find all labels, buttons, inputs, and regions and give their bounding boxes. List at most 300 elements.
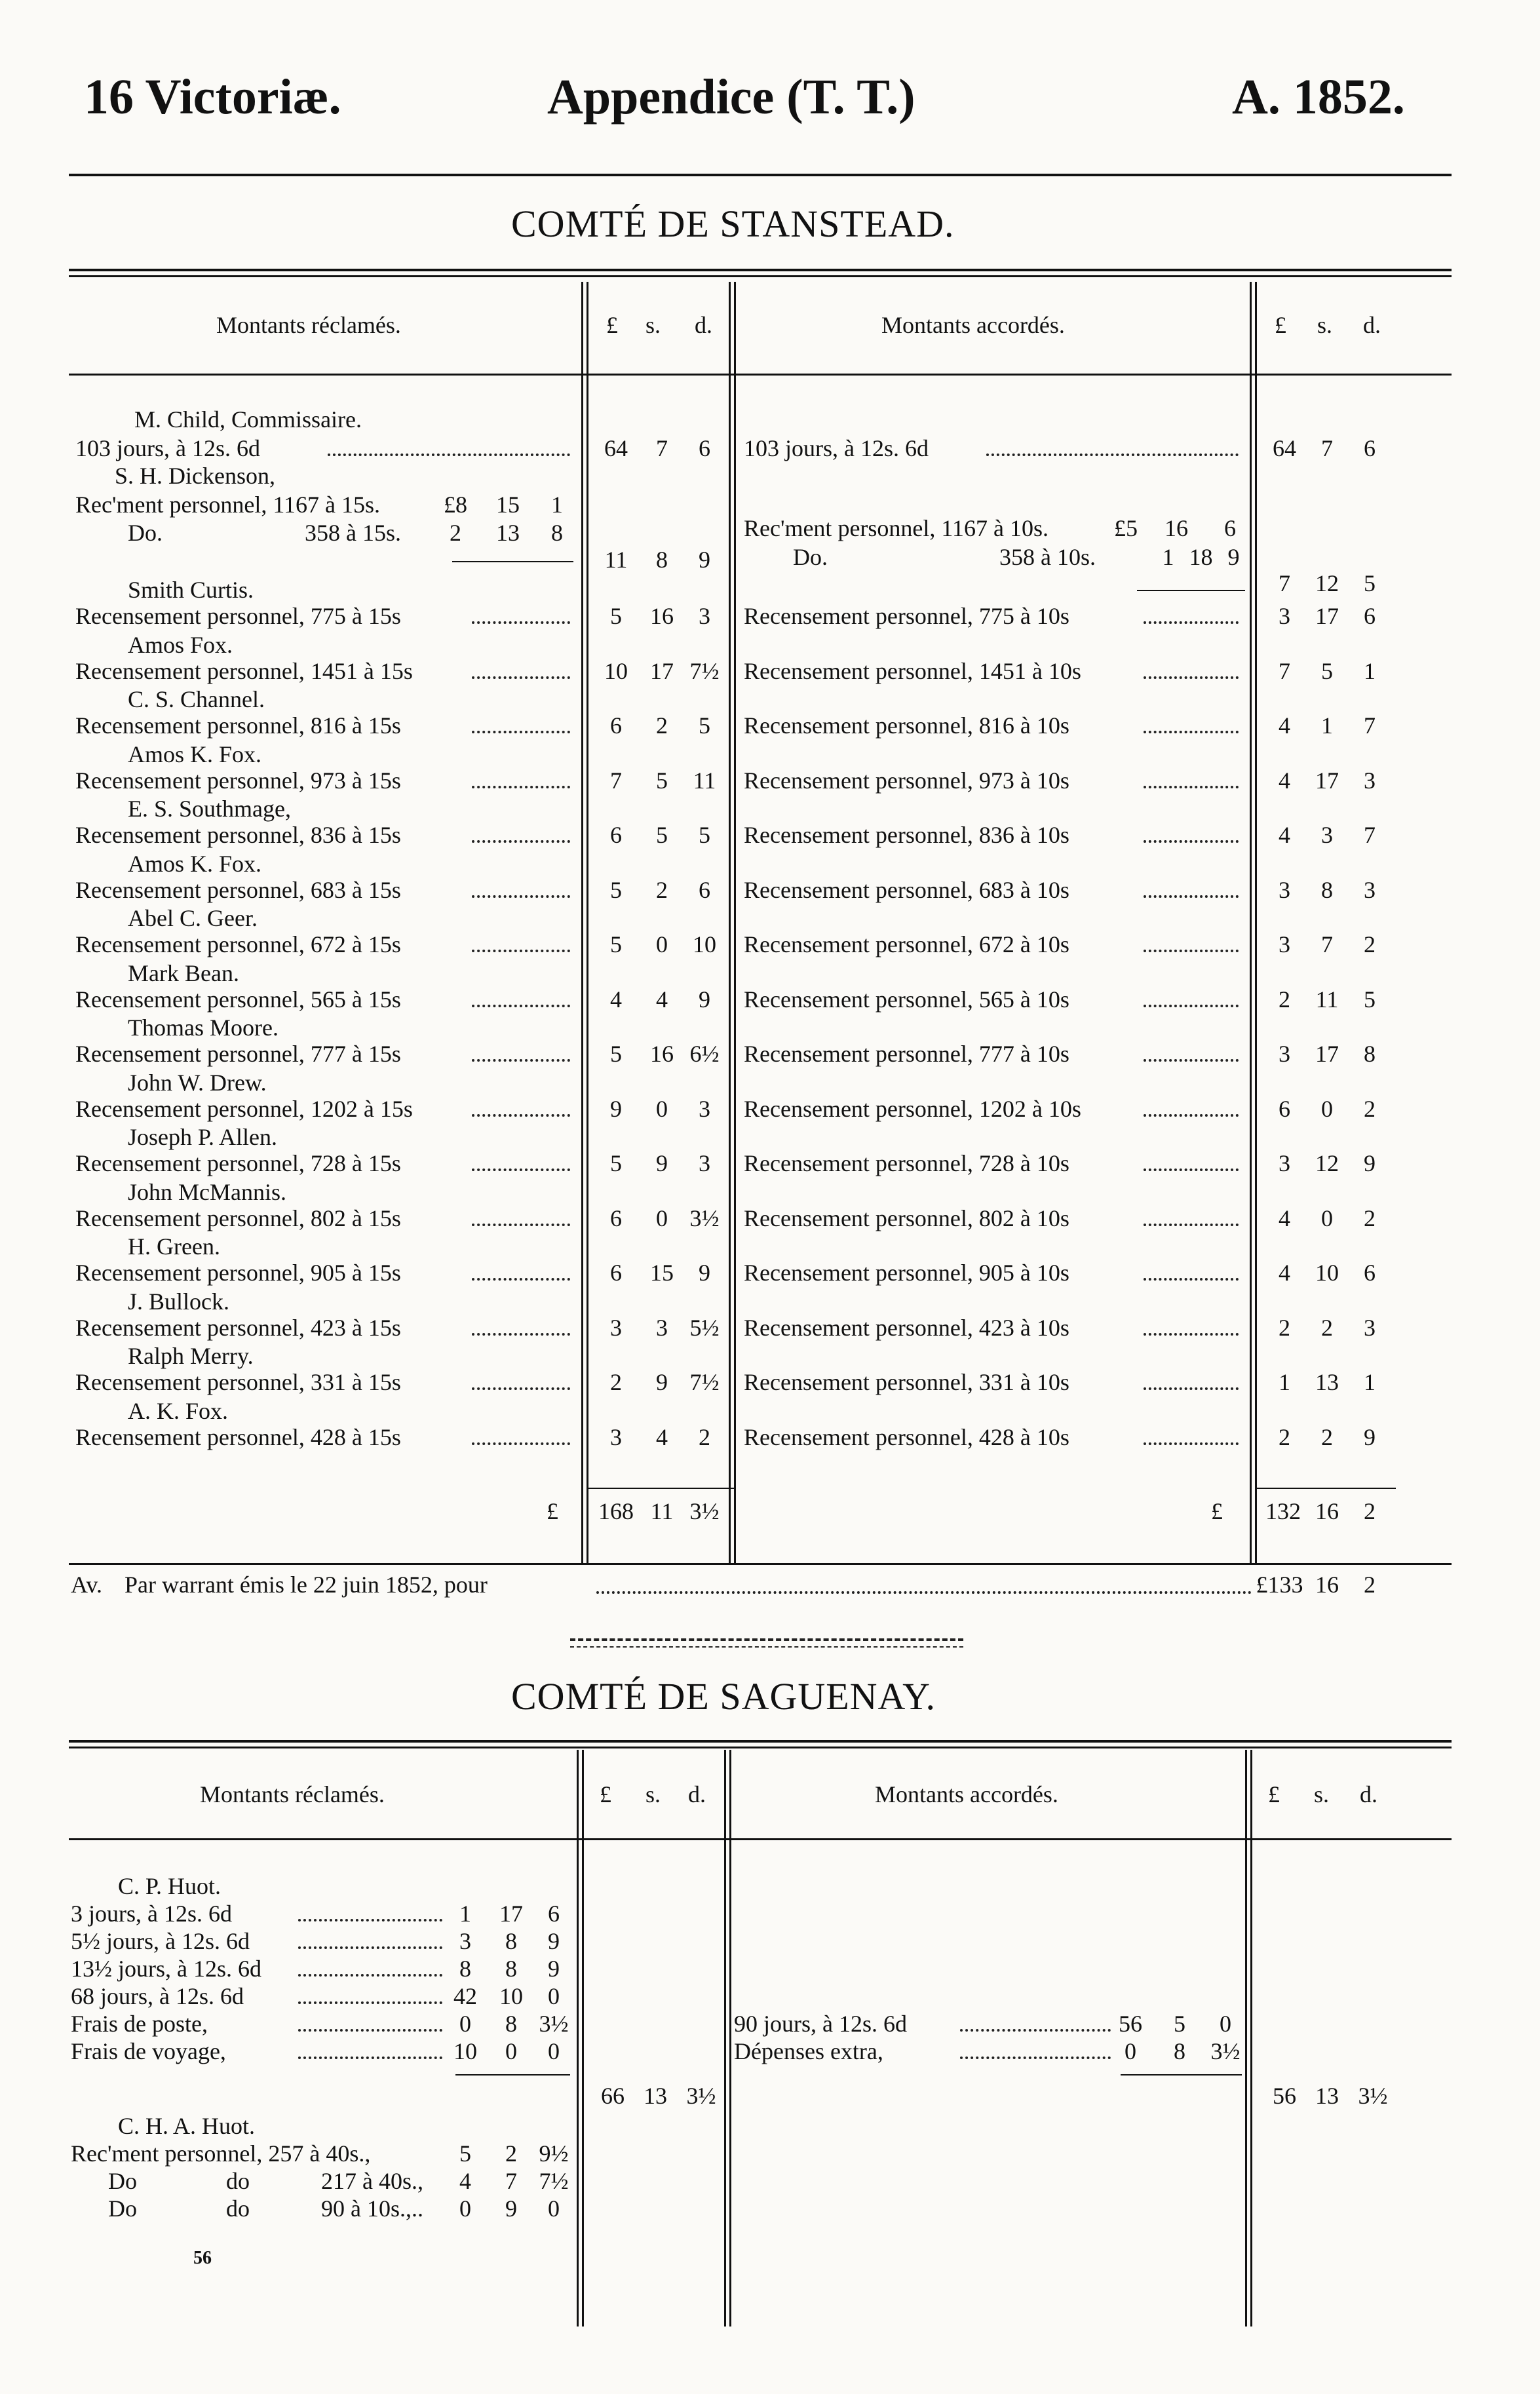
stanstead-row-claimed-d: 5 <box>699 822 710 848</box>
stanstead-row-claimed-label: Recensement personnel, 683 à 15s <box>75 877 401 903</box>
stanstead-row-granted-d: 7 <box>1364 822 1376 848</box>
stanstead-row-claimed-s: 2 <box>656 877 668 903</box>
stanstead-row-claimed-s: 15 <box>650 1260 674 1286</box>
stanstead-row-claimed-d: 3 <box>699 1150 710 1176</box>
saguenay-cha-line-d: 9½ <box>539 2140 569 2167</box>
stanstead-row-granted-s: 17 <box>1315 1041 1339 1067</box>
stanstead-dickenson-g2-s: 18 <box>1189 544 1213 570</box>
stanstead-warrant-prefix: Av. <box>71 1572 102 1598</box>
saguenay-cha-line-s: 9 <box>505 2195 517 2222</box>
stanstead-row-claimed-s: 4 <box>656 1424 668 1450</box>
stanstead-row-claimed-l: 4 <box>610 986 622 1013</box>
stanstead-total-rule <box>587 1488 734 1489</box>
stanstead-currency-pound: £ <box>606 312 618 338</box>
saguenay-cp-line-s: 8 <box>505 1956 517 1982</box>
stanstead-row-claimed-label: Recensement personnel, 836 à 15s <box>75 822 401 848</box>
saguenay-top-rule <box>69 1740 1452 1743</box>
saguenay-vline <box>724 1750 726 2326</box>
dot-leader <box>472 786 570 788</box>
stanstead-row-granted-s: 13 <box>1315 1369 1339 1395</box>
stanstead-child-granted-d: 6 <box>1364 435 1376 461</box>
dot-leader <box>472 1114 570 1117</box>
saguenay-cp-granted-d: 3½ <box>1210 2038 1241 2064</box>
stanstead-row-granted-label: Recensement personnel, 683 à 10s <box>744 877 1069 903</box>
dot-leader <box>298 1974 442 1977</box>
stanstead-row-claimed-l: 6 <box>610 1260 622 1286</box>
saguenay-currency-pound-2: £ <box>1268 1781 1280 1807</box>
stanstead-currency-d-2: d. <box>1363 312 1381 338</box>
dot-leader <box>1144 1059 1239 1062</box>
stanstead-vline <box>581 282 583 1563</box>
saguenay-vline <box>1250 1750 1252 2326</box>
stanstead-row-claimed-d: 3½ <box>689 1205 720 1231</box>
stanstead-row-name: C. S. Channel. <box>128 686 265 712</box>
saguenay-cp-line-s: 8 <box>505 2011 517 2037</box>
saguenay-cp-line-d: 9 <box>548 1956 560 1982</box>
saguenay-cp-line-label: 68 jours, à 12s. 6d <box>71 1983 244 2009</box>
stanstead-granted-total-s: 16 <box>1315 1498 1339 1524</box>
saguenay-cp-line-l: 1 <box>459 1901 471 1927</box>
saguenay-cp-granted-s: 5 <box>1174 2011 1185 2037</box>
saguenay-currency-s: s. <box>645 1781 661 1807</box>
dot-leader <box>472 1278 570 1281</box>
dot-leader <box>1144 1442 1239 1445</box>
saguenay-cp-granted-label: 90 jours, à 12s. 6d <box>734 2011 907 2037</box>
stanstead-row-claimed-l: 6 <box>610 712 622 739</box>
dot-leader <box>1144 731 1239 733</box>
stanstead-dickenson-l2-d: 8 <box>551 520 563 546</box>
dot-leader <box>1144 950 1239 952</box>
dot-leader <box>472 1005 570 1007</box>
stanstead-dickenson-claimed-total-s: 8 <box>656 547 668 573</box>
stanstead-row-claimed-l: 5 <box>610 931 622 957</box>
stanstead-dickenson-l1-l: £8 <box>444 492 467 518</box>
dot-leader <box>1144 786 1239 788</box>
page-number: 56 <box>193 2248 212 2268</box>
stanstead-dickenson-l2-rate: 358 à 15s. <box>305 520 401 546</box>
stanstead-dickenson-l1-s: 15 <box>496 492 520 518</box>
stanstead-row-claimed-label: Recensement personnel, 775 à 15s <box>75 603 401 629</box>
saguenay-cp-subtotal-rule <box>455 2074 570 2075</box>
stanstead-row-name: Amos Fox. <box>128 632 233 658</box>
stanstead-currency-s: s. <box>645 312 661 338</box>
stanstead-row-name: Mark Bean. <box>128 960 239 986</box>
stanstead-total-rule-2 <box>1255 1488 1396 1489</box>
saguenay-cp-line-label: 13½ jours, à 12s. 6d <box>71 1956 261 1982</box>
section-divider <box>570 1638 963 1641</box>
stanstead-row-claimed-l: 3 <box>610 1424 622 1450</box>
stanstead-row-name: Joseph P. Allen. <box>128 1124 278 1150</box>
stanstead-row-claimed-l: 3 <box>610 1315 622 1341</box>
saguenay-cha-line-rate: 217 à 40s., <box>321 2168 423 2194</box>
stanstead-dickenson-l2-l: 2 <box>450 520 461 546</box>
stanstead-row-claimed-label: Recensement personnel, 1451 à 15s <box>75 658 413 684</box>
dot-leader <box>472 950 570 952</box>
stanstead-claimed-total-l: 168 <box>598 1498 634 1524</box>
saguenay-cha-line-s: 2 <box>505 2140 517 2167</box>
stanstead-dickenson-g2-rate: 358 à 10s. <box>999 544 1096 570</box>
stanstead-row-granted-l: 3 <box>1279 877 1290 903</box>
stanstead-row-claimed-label: Recensement personnel, 905 à 15s <box>75 1260 401 1286</box>
dot-leader <box>1144 895 1239 898</box>
stanstead-row-granted-label: Recensement personnel, 428 à 10s <box>744 1424 1069 1450</box>
dot-leader <box>472 1059 570 1062</box>
stanstead-granted-total-l: 132 <box>1265 1498 1301 1524</box>
dot-leader <box>1144 1333 1239 1336</box>
saguenay-cp-granted-l: 56 <box>1119 2011 1142 2037</box>
stanstead-warrant-l: £133 <box>1256 1572 1303 1598</box>
stanstead-row-claimed-d: 5 <box>699 712 710 739</box>
saguenay-vline <box>577 1750 579 2326</box>
stanstead-row-name: Ralph Merry. <box>128 1343 254 1369</box>
stanstead-row-claimed-label: Recensement personnel, 672 à 15s <box>75 931 401 957</box>
stanstead-dickenson-subtotal-rule <box>452 561 573 562</box>
saguenay-cha-line-s: 7 <box>505 2168 517 2194</box>
stanstead-row-claimed-d: 2 <box>699 1424 710 1450</box>
saguenay-cha-line-mid: do <box>226 2195 250 2222</box>
stanstead-row-granted-d: 3 <box>1364 877 1376 903</box>
stanstead-row-granted-label: Recensement personnel, 777 à 10s <box>744 1041 1069 1067</box>
stanstead-row-granted-l: 2 <box>1279 1315 1290 1341</box>
stanstead-child-granted-s: 7 <box>1321 435 1333 461</box>
dot-leader <box>472 676 570 679</box>
stanstead-total-symbol-2: £ <box>1211 1498 1223 1524</box>
saguenay-cha-line-d: 7½ <box>539 2168 569 2194</box>
stanstead-dickenson-l1-d: 1 <box>551 492 563 518</box>
stanstead-claimed-total-s: 11 <box>650 1498 674 1524</box>
stanstead-row-claimed-d: 10 <box>693 931 716 957</box>
saguenay-vline <box>582 1750 584 2326</box>
saguenay-huot-cp-name: C. P. Huot. <box>118 1873 221 1899</box>
saguenay-cp-line-s: 10 <box>499 1983 523 2009</box>
dot-leader <box>960 2056 1111 2059</box>
saguenay-cp-line-l: 10 <box>453 2038 477 2064</box>
stanstead-dickenson-l2-s: 13 <box>496 520 520 546</box>
dot-leader <box>472 1168 570 1171</box>
stanstead-row-granted-s: 12 <box>1315 1150 1339 1176</box>
dot-leader <box>472 1224 570 1226</box>
dot-leader <box>298 1919 442 1921</box>
section-divider-2 <box>570 1646 963 1648</box>
stanstead-row-granted-d: 6 <box>1364 1260 1376 1286</box>
stanstead-row-granted-l: 3 <box>1279 1150 1290 1176</box>
saguenay-vline <box>1245 1750 1247 2326</box>
saguenay-cp-line-l: 3 <box>459 1928 471 1954</box>
stanstead-row-granted-l: 2 <box>1279 1424 1290 1450</box>
saguenay-cha-line-l: 5 <box>459 2140 471 2167</box>
stanstead-row-granted-l: 4 <box>1279 1205 1290 1231</box>
stanstead-row-name: Abel C. Geer. <box>128 905 258 931</box>
stanstead-row-granted-label: Recensement personnel, 565 à 10s <box>744 986 1069 1013</box>
stanstead-row-granted-label: Recensement personnel, 728 à 10s <box>744 1150 1069 1176</box>
stanstead-row-claimed-l: 5 <box>610 1150 622 1176</box>
stanstead-row-claimed-label: Recensement personnel, 816 à 15s <box>75 712 401 739</box>
saguenay-top-rule-2 <box>69 1747 1452 1748</box>
stanstead-row-name: E. S. Southmage, <box>128 796 291 822</box>
stanstead-row-granted-d: 3 <box>1364 767 1376 794</box>
stanstead-row-claimed-l: 5 <box>610 603 622 629</box>
saguenay-cp-line-s: 8 <box>505 1928 517 1954</box>
stanstead-row-granted-label: Recensement personnel, 816 à 10s <box>744 712 1069 739</box>
stanstead-top-rule <box>69 269 1452 271</box>
stanstead-row-name: John W. Drew. <box>128 1070 267 1096</box>
stanstead-row-granted-s: 0 <box>1321 1096 1333 1122</box>
header-rule <box>69 174 1452 176</box>
saguenay-cp-line-label: Frais de poste, <box>71 2011 208 2037</box>
dot-leader <box>298 2056 442 2059</box>
stanstead-child-claimed-l: 64 <box>604 435 628 461</box>
stanstead-row-granted-s: 17 <box>1315 603 1339 629</box>
stanstead-title: COMTÉ DE STANSTEAD. <box>511 203 955 245</box>
stanstead-row-granted-d: 8 <box>1364 1041 1376 1067</box>
dot-leader <box>1144 1278 1239 1281</box>
stanstead-row-claimed-label: Recensement personnel, 973 à 15s <box>75 767 401 794</box>
stanstead-row-granted-l: 4 <box>1279 712 1290 739</box>
stanstead-row-claimed-d: 5½ <box>689 1315 720 1341</box>
saguenay-cp-granted-total-s: 13 <box>1315 2083 1339 2109</box>
stanstead-row-granted-label: Recensement personnel, 836 à 10s <box>744 822 1069 848</box>
stanstead-currency-s-2: s. <box>1317 312 1333 338</box>
stanstead-row-granted-s: 2 <box>1321 1424 1333 1450</box>
stanstead-granted-total-d: 2 <box>1364 1498 1376 1524</box>
stanstead-row-claimed-s: 9 <box>656 1369 668 1395</box>
stanstead-row-granted-d: 7 <box>1364 712 1376 739</box>
stanstead-row-claimed-label: Recensement personnel, 428 à 15s <box>75 1424 401 1450</box>
stanstead-row-claimed-s: 3 <box>656 1315 668 1341</box>
saguenay-cp-claimed-total-s: 13 <box>644 2083 667 2109</box>
stanstead-row-claimed-d: 3 <box>699 603 710 629</box>
dot-leader <box>1144 621 1239 624</box>
stanstead-child-granted-label: 103 jours, à 12s. 6d <box>744 435 929 461</box>
stanstead-row-granted-l: 7 <box>1279 658 1290 684</box>
stanstead-row-granted-label: Recensement personnel, 973 à 10s <box>744 767 1069 794</box>
stanstead-row-claimed-s: 4 <box>656 986 668 1013</box>
stanstead-row-claimed-d: 6 <box>699 877 710 903</box>
stanstead-row-claimed-l: 10 <box>604 658 628 684</box>
stanstead-row-claimed-l: 5 <box>610 877 622 903</box>
saguenay-cp-line-d: 6 <box>548 1901 560 1927</box>
stanstead-dickenson-l1-label: Rec'ment personnel, 1167 à 15s. <box>75 492 381 518</box>
dot-leader <box>1144 1114 1239 1117</box>
stanstead-dickenson-g2-l: 1 <box>1162 544 1174 570</box>
stanstead-row-granted-l: 1 <box>1279 1369 1290 1395</box>
stanstead-row-granted-label: Recensement personnel, 775 à 10s <box>744 603 1069 629</box>
dot-leader <box>472 895 570 898</box>
saguenay-cha-line-l: 0 <box>459 2195 471 2222</box>
dot-leader <box>472 840 570 843</box>
stanstead-row-claimed-l: 6 <box>610 822 622 848</box>
dot-leader <box>472 1333 570 1336</box>
dot-leader <box>298 2029 442 2032</box>
stanstead-vline <box>1255 282 1257 1563</box>
dot-leader <box>1144 676 1239 679</box>
stanstead-row-granted-label: Recensement personnel, 1451 à 10s <box>744 658 1081 684</box>
saguenay-cha-line-d: 0 <box>548 2195 560 2222</box>
stanstead-row-claimed-label: Recensement personnel, 423 à 15s <box>75 1315 401 1341</box>
stanstead-row-granted-label: Recensement personnel, 672 à 10s <box>744 931 1069 957</box>
saguenay-cha-line-label: Do <box>108 2195 137 2222</box>
saguenay-cp-line-label: 3 jours, à 12s. 6d <box>71 1901 232 1927</box>
stanstead-row-granted-l: 4 <box>1279 1260 1290 1286</box>
stanstead-row-claimed-l: 7 <box>610 767 622 794</box>
stanstead-dickenson-g1-d: 6 <box>1224 515 1236 541</box>
saguenay-cp-line-d: 3½ <box>539 2011 569 2037</box>
stanstead-vline <box>729 282 731 1563</box>
stanstead-bottom-rule <box>69 1563 1452 1565</box>
stanstead-row-granted-label: Recensement personnel, 1202 à 10s <box>744 1096 1081 1122</box>
stanstead-row-granted-d: 3 <box>1364 1315 1376 1341</box>
stanstead-child-granted-l: 64 <box>1273 435 1296 461</box>
saguenay-cp-line-l: 0 <box>459 2011 471 2037</box>
saguenay-vline <box>729 1750 731 2326</box>
stanstead-row-claimed-s: 9 <box>656 1150 668 1176</box>
saguenay-cp-granted-d: 0 <box>1220 2011 1231 2037</box>
saguenay-currency-d-2: d. <box>1360 1781 1377 1807</box>
stanstead-vline <box>1250 282 1252 1563</box>
stanstead-row-claimed-s: 0 <box>656 1096 668 1122</box>
saguenay-huot-cha-name: C. H. A. Huot. <box>118 2113 256 2139</box>
stanstead-child-claimed-d: 6 <box>699 435 710 461</box>
saguenay-title: COMTÉ DE SAGUENAY. <box>511 1675 936 1718</box>
stanstead-row-claimed-l: 2 <box>610 1369 622 1395</box>
saguenay-cp-granted-l: 0 <box>1125 2038 1136 2064</box>
saguenay-cp-line-label: 5½ jours, à 12s. 6d <box>71 1928 250 1954</box>
stanstead-row-granted-l: 4 <box>1279 767 1290 794</box>
dot-leader <box>1144 840 1239 843</box>
stanstead-row-claimed-d: 11 <box>693 767 716 794</box>
stanstead-col-claimed: Montants réclamés. <box>216 312 401 338</box>
stanstead-row-claimed-s: 5 <box>656 822 668 848</box>
header-right: A. 1852. <box>1232 69 1405 125</box>
stanstead-dickenson-l2-label: Do. <box>128 520 163 546</box>
saguenay-cp-line-d: 0 <box>548 1983 560 2009</box>
stanstead-row-claimed-s: 0 <box>656 1205 668 1231</box>
stanstead-row-claimed-l: 9 <box>610 1096 622 1122</box>
dot-leader <box>298 2001 442 2004</box>
stanstead-dickenson-g2-d: 9 <box>1227 544 1240 570</box>
saguenay-cha-line-mid: do <box>226 2168 250 2194</box>
saguenay-currency-pound: £ <box>600 1781 611 1807</box>
stanstead-row-name: Thomas Moore. <box>128 1014 279 1041</box>
stanstead-col-granted: Montants accordés. <box>881 312 1065 338</box>
stanstead-row-granted-d: 2 <box>1364 1205 1376 1231</box>
header-left: 16 Victoriæ. <box>84 69 341 125</box>
saguenay-currency-s-2: s. <box>1314 1781 1330 1807</box>
stanstead-row-claimed-d: 6½ <box>689 1041 720 1067</box>
stanstead-row-claimed-s: 17 <box>650 658 674 684</box>
dot-leader <box>472 1442 570 1445</box>
stanstead-row-name: H. Green. <box>128 1233 220 1260</box>
saguenay-cp-line-d: 0 <box>548 2038 560 2064</box>
stanstead-warrant-text: Par warrant émis le 22 juin 1852, pour <box>125 1572 488 1598</box>
stanstead-row-claimed-l: 6 <box>610 1205 622 1231</box>
stanstead-child-name: M. Child, Commissaire. <box>134 406 362 433</box>
stanstead-dickenson-granted-rule <box>1137 590 1245 591</box>
stanstead-row-claimed-d: 3 <box>699 1096 710 1122</box>
saguenay-col-granted: Montants accordés. <box>875 1781 1058 1807</box>
stanstead-row-name: Amos K. Fox. <box>128 741 262 767</box>
saguenay-heading-rule <box>69 1838 1452 1840</box>
dot-leader <box>1144 1224 1239 1226</box>
stanstead-dickenson-name: S. H. Dickenson, <box>115 463 275 489</box>
stanstead-dickenson-claimed-total-d: 9 <box>699 547 710 573</box>
stanstead-row-claimed-label: Recensement personnel, 777 à 15s <box>75 1041 401 1067</box>
saguenay-cha-line-label: Do <box>108 2168 137 2194</box>
dot-leader <box>986 454 1239 456</box>
stanstead-row-granted-s: 2 <box>1321 1315 1333 1341</box>
stanstead-warrant-s: 16 <box>1315 1572 1339 1598</box>
stanstead-row-granted-label: Recensement personnel, 905 à 10s <box>744 1260 1069 1286</box>
stanstead-row-granted-s: 1 <box>1321 712 1333 739</box>
stanstead-row-claimed-label: Recensement personnel, 565 à 15s <box>75 986 401 1013</box>
saguenay-cp-granted-rule <box>1121 2074 1242 2075</box>
saguenay-cp-granted-s: 8 <box>1174 2038 1185 2064</box>
stanstead-row-claimed-label: Recensement personnel, 802 à 15s <box>75 1205 401 1231</box>
saguenay-cha-line-label: Rec'ment personnel, 257 à 40s., <box>71 2140 371 2167</box>
dot-leader <box>472 621 570 624</box>
stanstead-dickenson-g1-s: 16 <box>1165 515 1188 541</box>
stanstead-top-rule-2 <box>69 275 1452 277</box>
stanstead-currency-pound-2: £ <box>1275 312 1286 338</box>
stanstead-row-granted-label: Recensement personnel, 423 à 10s <box>744 1315 1069 1341</box>
stanstead-currency-d: d. <box>695 312 712 338</box>
stanstead-row-granted-l: 3 <box>1279 603 1290 629</box>
stanstead-row-granted-label: Recensement personnel, 802 à 10s <box>744 1205 1069 1231</box>
stanstead-child-claimed-s: 7 <box>656 435 668 461</box>
header-center: Appendice (T. T.) <box>547 69 915 125</box>
stanstead-row-claimed-d: 7½ <box>689 658 720 684</box>
stanstead-row-granted-l: 2 <box>1279 986 1290 1013</box>
stanstead-row-granted-d: 1 <box>1364 658 1376 684</box>
saguenay-cp-claimed-total-d: 3½ <box>686 2083 716 2109</box>
saguenay-cp-granted-label: Dépenses extra, <box>734 2038 883 2064</box>
stanstead-warrant-d: 2 <box>1364 1572 1376 1598</box>
stanstead-row-granted-s: 10 <box>1315 1260 1339 1286</box>
stanstead-vline <box>587 282 588 1563</box>
stanstead-row-granted-s: 17 <box>1315 767 1339 794</box>
stanstead-row-granted-l: 3 <box>1279 1041 1290 1067</box>
stanstead-dickenson-granted-total-l: 7 <box>1279 570 1290 596</box>
saguenay-cha-line-l: 4 <box>459 2168 471 2194</box>
stanstead-total-symbol: £ <box>547 1498 558 1524</box>
stanstead-row-granted-d: 6 <box>1364 603 1376 629</box>
stanstead-row-granted-l: 3 <box>1279 931 1290 957</box>
stanstead-row-claimed-d: 7½ <box>689 1369 720 1395</box>
stanstead-row-claimed-s: 16 <box>650 1041 674 1067</box>
stanstead-row-granted-d: 1 <box>1364 1369 1376 1395</box>
saguenay-cp-granted-total-l: 56 <box>1273 2083 1296 2109</box>
dot-leader <box>472 1387 570 1390</box>
dot-leader <box>472 731 570 733</box>
stanstead-row-granted-d: 9 <box>1364 1150 1376 1176</box>
stanstead-claimed-total-d: 3½ <box>689 1498 720 1524</box>
stanstead-row-granted-s: 7 <box>1321 931 1333 957</box>
stanstead-row-claimed-label: Recensement personnel, 1202 à 15s <box>75 1096 413 1122</box>
stanstead-row-granted-d: 5 <box>1364 986 1376 1013</box>
stanstead-dickenson-g1-label: Rec'ment personnel, 1167 à 10s. <box>744 515 1049 541</box>
stanstead-row-granted-d: 2 <box>1364 1096 1376 1122</box>
saguenay-cha-line-rate: 90 à 10s.,.. <box>321 2195 423 2222</box>
stanstead-row-claimed-d: 9 <box>699 986 710 1013</box>
stanstead-dickenson-granted-total-d: 5 <box>1364 570 1376 596</box>
stanstead-row-granted-d: 9 <box>1364 1424 1376 1450</box>
stanstead-row-granted-l: 6 <box>1279 1096 1290 1122</box>
stanstead-row-granted-s: 5 <box>1321 658 1333 684</box>
stanstead-dickenson-granted-total-s: 12 <box>1315 570 1339 596</box>
stanstead-row-granted-label: Recensement personnel, 331 à 10s <box>744 1369 1069 1395</box>
saguenay-cp-granted-total-d: 3½ <box>1358 2083 1388 2109</box>
stanstead-dickenson-claimed-total-l: 11 <box>604 547 628 573</box>
